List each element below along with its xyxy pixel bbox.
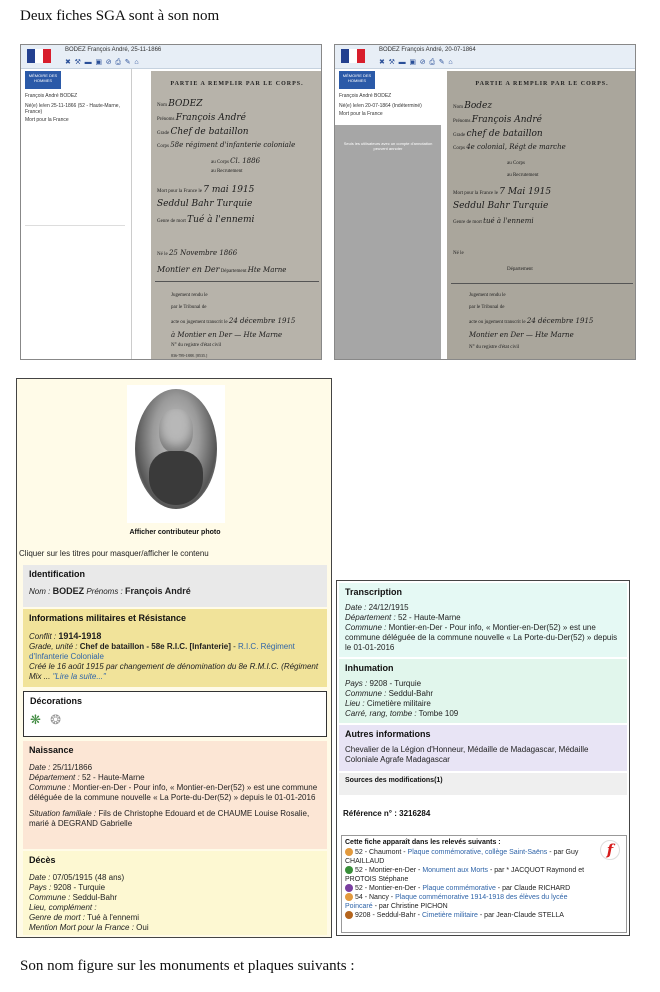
releve-link[interactable]: Plaque commémorative 1914-1918 des élèves du lycée Poincaré	[345, 894, 568, 910]
releve-item	[345, 911, 595, 920]
date-value: 24/12/1915	[368, 603, 409, 612]
commune-value: Montier-en-Der - Pour info, « Montier-en-Der(52) » est une commune déléguée de la commune nouvelle « La Porte-du-Der(52) » depuis le 01-01-2016	[345, 623, 618, 652]
releves-list	[345, 848, 623, 920]
autres-title[interactable]: Autres informations	[345, 729, 431, 739]
portrait-frame	[127, 385, 225, 523]
prenoms-value: François André	[471, 115, 542, 125]
releve-location: 9208 - Seddul-Bahr -	[355, 912, 420, 919]
medal-icon[interactable]: ❂	[50, 712, 62, 727]
carre-label: Carré, rang, tombe :	[345, 709, 417, 718]
releve-type-icon	[345, 866, 353, 874]
genre-value: Tué à l'ennemi	[87, 913, 140, 922]
francegenweb-logo-icon[interactable]: f	[600, 840, 620, 860]
section-identification	[23, 565, 327, 607]
autres-text: Chevalier de la Légion d'Honneur, Médaille de Madagascar, Médaille Coloniale Agrafe Madagascar	[345, 745, 589, 764]
divider	[451, 283, 633, 284]
grade-value: Chef de bataillon - 58e R.I.C. [Infanterie]	[79, 642, 231, 651]
releve-item	[345, 866, 595, 884]
releve-location: 52 - Montier-en-Der -	[355, 885, 421, 892]
prenoms-value: François André	[175, 113, 246, 123]
fiche-header: PARTIE A REMPLIR PAR LE CORPS.	[170, 81, 304, 87]
mention-label: Mention Mort pour la France :	[29, 923, 134, 932]
corps-value: 4e colonial, Régt de marche	[466, 143, 566, 151]
memoire-hommes-logo: MÉMOIRE DES HOMMES	[339, 71, 375, 89]
pays-value: 9208 - Turquie	[369, 679, 422, 688]
identification-title[interactable]: Identification	[29, 569, 85, 579]
section-sources	[339, 773, 627, 795]
section-naissance	[23, 741, 327, 849]
inhumation-title[interactable]: Inhumation	[345, 663, 394, 673]
section-militaire: Informations militaires et Résistance Conflit : 1914-1918 Grade, unité : Chef de bataillon - 58e R.I.C. [Infanterie] - R.I.C. Régiment d'Infanterie Coloniale Créé le 16 août 1915 par changement de dénomination du 8e R.M.I.C. (Régiment Mix ... "Lire la suite..."	[23, 609, 327, 687]
grade-value: Chef de bataillon	[170, 127, 249, 137]
registre-label: N° du registre d'état civil	[469, 345, 520, 350]
tribunal-label: par le Tribunal de	[171, 305, 207, 310]
conflit-label: Conflit :	[29, 632, 57, 641]
a-value: Montier en Der	[157, 265, 220, 274]
section-transcription	[339, 583, 627, 657]
read-more-link[interactable]: "Lire la suite..."	[52, 672, 106, 681]
commune-value: Seddul-Bahr	[388, 689, 434, 698]
divider	[155, 281, 319, 282]
acte-place: à Montier en Der — Hte Marne	[171, 331, 283, 339]
reference	[343, 809, 430, 818]
releve-type-icon	[345, 911, 353, 919]
releve-location: 54 - Nancy -	[355, 894, 394, 901]
prenoms-label: Prénoms	[453, 119, 471, 124]
acte-label: acte ou jugement transcrit le	[469, 320, 526, 325]
pays-label: Pays :	[29, 883, 52, 892]
sga-record-1[interactable]	[20, 44, 322, 360]
commune-label: Commune :	[345, 623, 387, 632]
lieu-value: Seddul Bahr Turquie	[453, 201, 549, 211]
releve-item	[345, 893, 595, 911]
releve-type-icon	[345, 893, 353, 901]
releve-link[interactable]: Plaque commémorative, collège Saint-Saëns	[407, 849, 548, 856]
corps-label: Corps	[453, 146, 465, 151]
prenoms-label: Prénoms :	[86, 587, 123, 596]
tribunal-label: par le Tribunal de	[469, 305, 505, 310]
section-deces	[23, 851, 327, 935]
nom-label: Nom :	[29, 587, 51, 596]
toggle-hint: Cliquer sur les titres pour masquer/afficher le contenu	[19, 549, 209, 558]
toolbar-icons[interactable]: ✖ ⚒ ▬ ▣ ⊘ ⎙ ✎ ⌂	[65, 58, 140, 66]
reference-value: 3216284	[399, 809, 431, 818]
page-heading-monuments: Son nom figure sur les monuments et plaques suivants :	[20, 958, 355, 974]
portrait-photo	[135, 389, 217, 509]
releves-title: Cette fiche apparaît dans les relevés suivants :	[345, 839, 501, 846]
splitter[interactable]	[131, 69, 132, 360]
sga-toolbar	[335, 45, 635, 69]
releve-author: - par Jean-Claude STELLA	[479, 912, 564, 919]
date-value: 25/11/1866	[52, 763, 93, 772]
nom-value: BODEZ	[52, 586, 85, 596]
decorations-title[interactable]: Décorations	[30, 696, 83, 706]
marianne-logo	[27, 49, 51, 63]
sources-title[interactable]: Sources des modifications(1)	[345, 777, 443, 784]
commune-label: Commune :	[29, 893, 71, 902]
acte-value: 24 décembre 1915	[228, 317, 296, 325]
commune-label: Commune :	[345, 689, 387, 698]
famille-label: Situation familiale :	[29, 809, 97, 818]
genre-label: Genre de mort	[453, 220, 482, 225]
memoire-fiche-left	[16, 378, 332, 938]
sga-annotation-panel	[335, 125, 441, 360]
lieu-value: Seddul Bahr Turquie	[157, 199, 253, 209]
sga-window-title: BODEZ François André, 20-07-1864	[379, 47, 476, 53]
naissance-title[interactable]: Naissance	[29, 745, 74, 755]
carre-value: Tombe 109	[418, 709, 459, 718]
mort-label: Mort pour la France le	[453, 191, 498, 196]
releve-type-icon	[345, 848, 353, 856]
genre-label: Genre de mort :	[29, 913, 86, 922]
dept-value: 52 - Haute-Marne	[81, 773, 145, 782]
memoire-hommes-logo: MÉMOIRE DES HOMMES	[25, 71, 61, 89]
dept-value: 52 - Haute-Marne	[397, 613, 461, 622]
genre-value: Tué à l'ennemi	[187, 215, 255, 225]
grade-value: chef de bataillon	[466, 129, 543, 139]
memoire-fiche-right	[336, 580, 630, 936]
prenoms-label: Prénoms	[157, 117, 175, 122]
militaire-title[interactable]: Informations militaires et Résistance	[29, 613, 187, 623]
acte-place: Montier en Der — Hte Marne	[469, 331, 574, 339]
matricule-label: au Corps	[211, 160, 229, 165]
mort-label: Mort pour la France le	[157, 189, 202, 194]
legion-honneur-icon[interactable]: ❋	[30, 712, 41, 727]
releve-type-icon	[345, 884, 353, 892]
dept-label: Département	[507, 267, 533, 272]
releve-item	[345, 884, 595, 893]
releve-author: - par Christine PICHON	[374, 903, 448, 910]
releve-author: - par Claude RICHARD	[497, 885, 571, 892]
lieu-label: Lieu :	[345, 699, 365, 708]
deces-title[interactable]: Décès	[29, 855, 56, 865]
reference-label: Référence n° :	[343, 809, 397, 818]
commune-value: Montier-en-Der - Pour info, « Montier-en-Der(52) » est une commune déléguée de la commune nouvelle « La Porte-du-Der(52) » depuis le 01-01-2016	[29, 783, 318, 802]
sga-death[interactable]: Mort pour la France	[25, 117, 69, 123]
jugement-label: Jugement rendu le	[171, 293, 208, 298]
lieu-value: Cimetière militaire	[366, 699, 431, 708]
releve-author: - par * JACQUOT Raymond et PROTOIS Stéphane	[345, 867, 585, 883]
sga-birth: Né(e) le/en 25-11-1866 (52 - Haute-Marne, France)	[25, 103, 120, 115]
fiche-scan-1	[151, 71, 322, 360]
section-autres	[339, 725, 627, 771]
annotation-note: Seuls les utilisateurs avec un compte d'annotation peuvent annoter	[343, 141, 433, 151]
releve-link[interactable]: Plaque commémorative	[422, 885, 496, 892]
dept-value: Hte Marne	[247, 266, 287, 274]
marianne-logo	[341, 49, 365, 63]
commune-value: Seddul-Bahr	[72, 893, 118, 902]
releve-location: 52 - Montier-en-Der -	[355, 867, 421, 874]
genre-label: Genre de mort	[157, 219, 186, 224]
toolbar-icons[interactable]: ✖ ⚒ ▬ ▣ ⊘ ⎙ ✎ ⌂	[379, 58, 454, 66]
nom-value: Bodez	[464, 101, 493, 111]
sga-birth: Né(e) le/en 20-07-1864 (Indéterminé)	[339, 103, 422, 109]
corps-label: Corps	[157, 144, 169, 149]
mort-value: 7 mai 1915	[203, 185, 255, 195]
releve-item	[345, 848, 595, 866]
conflit-value: 1914-1918	[58, 631, 102, 641]
regiment-history: Créé le 16 août 1915 par changement de dénomination du 8e R.M.I.C. (Régiment Mix ...	[29, 662, 319, 681]
nom-label: Nom	[453, 105, 463, 110]
recrutement-label: au Recrutement	[211, 169, 243, 174]
date-label: Date :	[345, 603, 367, 612]
ric-link[interactable]: R.I.C. Régiment d'Infanterie Coloniale	[29, 642, 295, 661]
page-heading-sga: Deux fiches SGA sont à son nom	[20, 8, 220, 24]
grade-label: Grade, unité :	[29, 642, 78, 651]
ne-label: Né le	[453, 251, 464, 256]
releve-location: 52 - Chaumont -	[355, 849, 406, 856]
nom-value: BODEZ	[168, 99, 203, 109]
section-decorations	[23, 691, 327, 737]
lieu-label: Lieu, complément :	[29, 903, 97, 912]
sga-name: François André BODEZ	[339, 93, 392, 99]
photo-contributor-link[interactable]: Afficher contributeur photo	[129, 529, 221, 536]
fiche-header: PARTIE A REMPLIR PAR LE CORPS.	[475, 81, 609, 87]
pays-label: Pays :	[345, 679, 368, 688]
releve-author: - par Guy CHAILLAUD	[345, 849, 579, 865]
registre-label: N° du registre d'état civil	[171, 343, 222, 348]
sga-record-2[interactable]	[334, 44, 636, 360]
mention-value: Oui	[136, 923, 149, 932]
date-value: 07/05/1915 (48 ans)	[52, 873, 125, 882]
releve-link[interactable]: Monument aux Morts	[422, 867, 489, 874]
grade-label: Grade	[453, 133, 466, 138]
dept-label: Département :	[29, 773, 80, 782]
matricule-label: au Corps	[507, 161, 525, 166]
section-inhumation	[339, 659, 627, 723]
sga-name: François André BODEZ	[25, 93, 78, 99]
ne-value: 25 Novembre 1866	[168, 249, 238, 257]
acte-label: acte ou jugement transcrit le	[171, 320, 228, 325]
corps-value: 58e régiment d'infanterie coloniale	[170, 141, 296, 149]
matricule-value: Cl. 1886	[230, 157, 261, 165]
mort-value: 7 Mai 1915	[499, 187, 552, 197]
releves-box	[341, 835, 627, 933]
dept-label: Département	[220, 269, 247, 274]
sga-death[interactable]: Mort pour la France	[339, 111, 383, 117]
prenoms-value: François André	[125, 586, 191, 596]
date-label: Date :	[29, 873, 51, 882]
nom-label: Nom	[157, 103, 167, 108]
famille-value: Fils de Christophe Edouard et de CHAUME Louise Rosalie, marié à DEGRAND Gabrielle	[29, 809, 310, 828]
jugement-label: Jugement rendu le	[469, 293, 506, 298]
dept-label: Département :	[345, 613, 396, 622]
pays-value: 9208 - Turquie	[53, 883, 106, 892]
date-label: Date :	[29, 763, 51, 772]
fiche-footer: 836-789-1888. [8535.]	[171, 353, 208, 358]
acte-value: 24 décembre 1915	[526, 317, 594, 325]
recrutement-label: au Recrutement	[507, 173, 539, 178]
genre-value: tué à l'ennemi	[483, 217, 534, 225]
sga-window-title: BODEZ François André, 25-11-1866	[65, 47, 162, 53]
commune-label: Commune :	[29, 783, 71, 792]
releve-link[interactable]: Cimetière militaire	[421, 912, 478, 919]
fiche-scan-2	[447, 71, 636, 360]
grade-label: Grade	[157, 131, 170, 136]
ne-label: Né le	[157, 252, 168, 257]
sga-toolbar	[21, 45, 321, 69]
sga-annotation-area	[25, 225, 125, 265]
transcription-title[interactable]: Transcription	[345, 587, 403, 597]
